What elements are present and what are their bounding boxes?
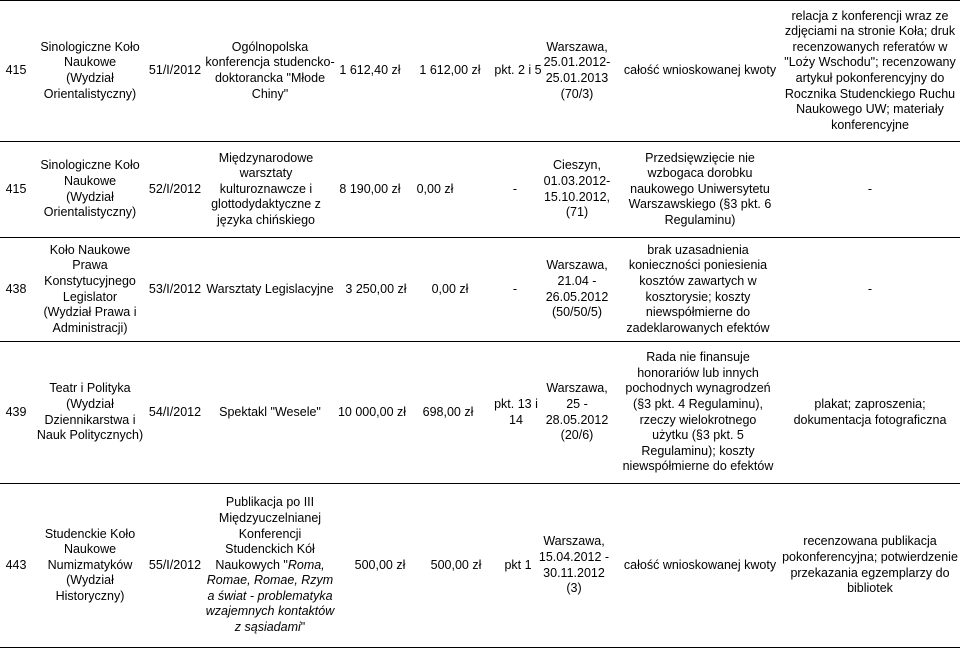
cell-place-date: Cieszyn, 01.03.2012- 15.10.2012, (71) [543,158,611,220]
cell-number: 438 [5,281,27,296]
cell-regulation-point: - [512,281,518,296]
cell-granted-amount: 500,00 zł [430,557,482,572]
cell-requested-amount: 1 612,40 zł [339,63,401,78]
cell-number: 415 [5,63,27,78]
cell-granted-amount: 698,00 zł [422,404,474,419]
cell-place-date: Warszawa, 25 - 28.05.2012 (20/6) [545,381,609,443]
cell-project-name: Publikacja po III Międzyuczelnianej Konferencji Studenckich Kół Naukowych "Roma, Romae, Romae, Rzym a świat - problematyka wzajemnych kontaktów z sąsiadami" [205,495,335,635]
cell-organization: Studenckie Koło Naukowe Numizmatyków (Wydział Historyczny) [44,526,136,603]
cell-project-name: Warsztaty Legislacyjne [206,281,334,296]
cell-number: 415 [5,181,27,196]
cell-regulation-point: pkt 1 [504,557,532,572]
cell-regulation-point: - [512,181,518,196]
cell-granted-amount: 0,00 zł [431,281,469,296]
cell-organization: Sinologiczne Koło Naukowe (Wydział Orientalistyczny) [40,158,140,220]
cell-number: 439 [5,404,27,419]
cell-organization: Teatr i Polityka (Wydział Dziennikarstwa i Nauk Politycznych) [36,381,144,443]
cell-organization: Koło Naukowe Prawa Konstytucyjnego Legislator (Wydział Prawa i Administracji) [43,242,137,335]
cell-justification: brak uzasadnienia konieczności poniesienia kosztów zawartych w kosztorysie; koszty niewspółmierne do zadeklarowanych efektów [626,242,770,335]
cell-justification: całość wnioskowanej kwoty [623,63,777,78]
cell-decision-number: 51/I/2012 [148,63,202,78]
cell-report: recenzowana publikacja pokonferencyjna; potwierdzenie przekazania egzemplarzy do bibliotek [782,534,958,596]
cell-organization: Sinologiczne Koło Naukowe (Wydział Orientalistyczny) [40,39,140,101]
cell-requested-amount: 3 250,00 zł [345,281,407,296]
cell-report: - [867,181,873,196]
cell-number: 443 [5,557,27,572]
cell-granted-amount: 1 612,00 zł [419,63,481,78]
cell-decision-number: 53/I/2012 [148,281,202,296]
cell-decision-number: 55/I/2012 [148,557,202,572]
cell-report: - [867,281,873,296]
cell-requested-amount: 10 000,00 zł [337,404,407,419]
cell-report: relacja z konferencji wraz ze zdjęciami na stronie Koła; druk recenzowanych referatów w "Loży Wschodu"; recenzowany artykuł pokonferencyjny do Rocznika Studenckiego Ruchu Naukowego UW; materiały konferencyjne [784,8,956,132]
cell-place-date: Warszawa, 25.01.2012- 25.01.2013 (70/3) [543,39,611,101]
cell-report: plakat; zaproszenia; dokumentacja fotograficzna [793,396,947,427]
cell-regulation-point: pkt. 2 i 5 [494,63,542,78]
cell-project-name: Międzynarodowe warsztaty kulturoznawcze i glottodydaktyczne z języka chińskiego [211,150,321,227]
cell-regulation-point: pkt. 13 i 14 [494,396,538,427]
cell-project-name: Spektakl "Wesele" [219,404,321,419]
cell-decision-number: 54/I/2012 [148,404,202,419]
cell-requested-amount: 500,00 zł [354,557,406,572]
cell-requested-amount: 8 190,00 zł [339,181,401,196]
cell-justification: całość wnioskowanej kwoty [623,557,777,572]
cell-decision-number: 52/I/2012 [148,181,202,196]
cell-project-name: Ogólnopolska konferencja studencko- doktorancka "Młode Chiny" [205,39,335,101]
cell-justification: Przedsięwzięcie nie wzbogaca dorobku naukowego Uniwersytetu Warszawskiego (§3 pkt. 6 Regulaminu) [628,150,772,227]
cell-place-date: Warszawa, 15.04.2012 - 30.11.2012 (3) [538,534,610,596]
cell-place-date: Warszawa, 21.04 - 26.05.2012 (50/50/5) [545,258,609,320]
cell-justification: Rada nie finansuje honorariów lub innych pochodnych wynagrodzeń (§3 pkt. 4 Regulaminu), rzeczy wielokrotnego użytku (§3 pkt. 5 Regulaminu); koszty niewspółmierne do efektów [622,350,774,474]
cell-granted-amount: 0,00 zł [416,181,454,196]
